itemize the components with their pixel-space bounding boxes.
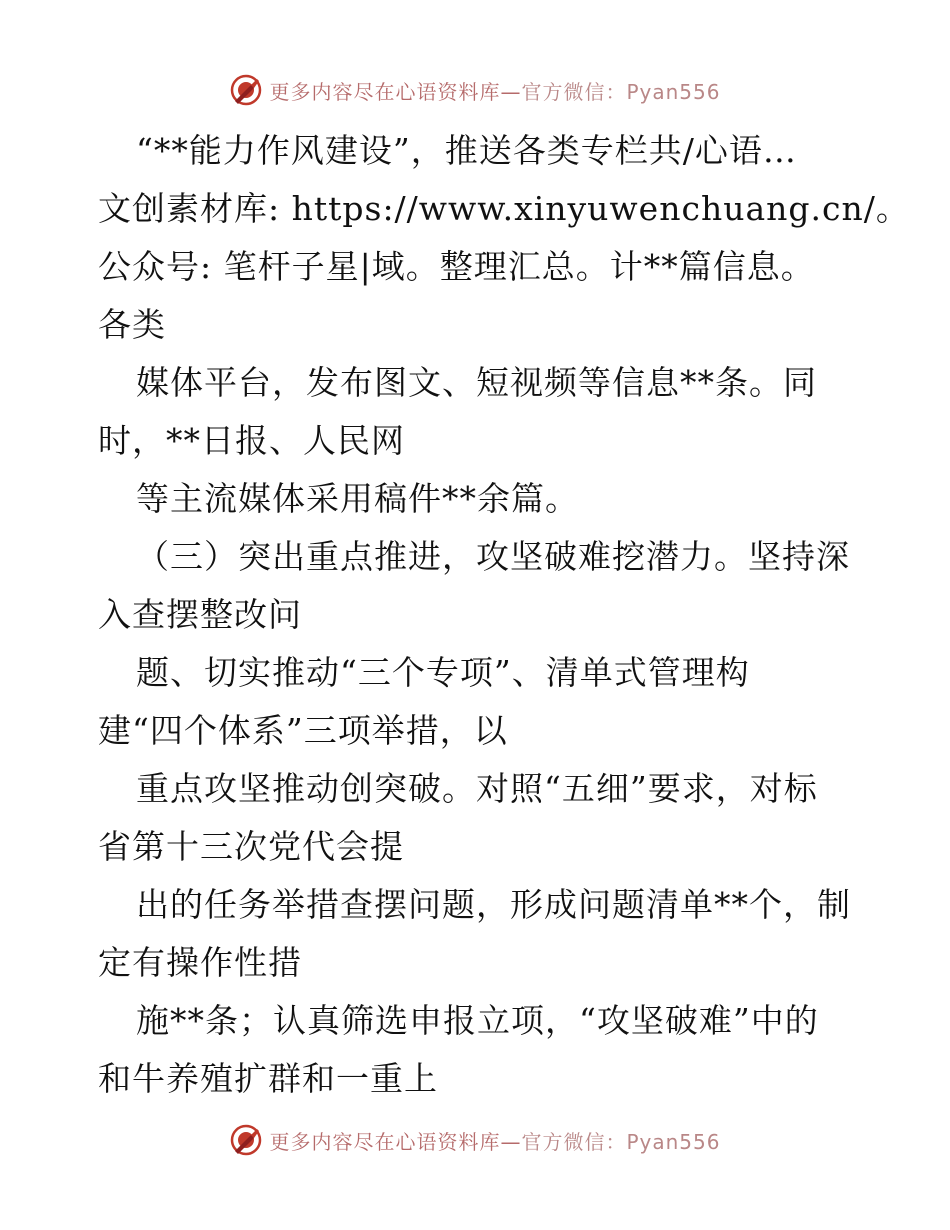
text-line: 重点攻坚推动创突破。对照“五细”要求，对标 [136,769,818,808]
text-line: （三）突出重点推进，攻坚破难挖潜力。坚持深 [136,537,850,576]
text-line: 省第十三次党代会提 [98,827,404,866]
text-line: 出的任务举措查摆问题，形成问题清单**个，制 [136,885,851,924]
banner-suffix-text: 官方微信：Pyan556 [521,79,721,104]
text-line: 入查摆整改问 [98,595,302,634]
banner-text [269,76,720,105]
pen-logo-icon [229,1123,263,1157]
text-line: 题、切实推动“三个专项”、清单式管理构 [136,653,750,692]
text-line: 和牛养殖扩群和一重上 [98,1059,438,1098]
header-banner [0,70,950,110]
text-line: 各类 [98,305,166,344]
pen-logo-icon [229,73,263,107]
text-line: 定有操作性措 [98,943,302,982]
text-line: 文创素材库: https://www.xinyuwenchuang.cn/。 [98,189,910,228]
banner-main-text: 更多内容尽在心语资料库 [269,79,501,104]
banner-suffix-text: 官方微信：Pyan556 [521,1129,721,1154]
text-line: “**能力作风建设”，推送各类专栏共/心语… [136,131,797,170]
footer-banner [0,1120,950,1160]
text-line: 施**条；认真筛选申报立项，“攻坚破难”中的 [136,1001,819,1040]
banner-main-text: 更多内容尽在心语资料库 [269,1129,501,1154]
text-line: 等主流媒体采用稿件**余篇。 [136,479,579,518]
text-line: 公众号: 笔杆子星|域。整理汇总。计**篇信息。 [98,247,815,286]
text-line: 时，**日报、人民网 [98,421,405,460]
document-body [98,122,910,1108]
text-line: 建“四个体系”三项举措，以 [98,711,508,750]
banner-separator: — [500,1129,522,1154]
text-line: 媒体平台，发布图文、短视频等信息**条。同 [136,363,817,402]
banner-separator: — [500,79,522,104]
banner-text [269,1126,720,1155]
